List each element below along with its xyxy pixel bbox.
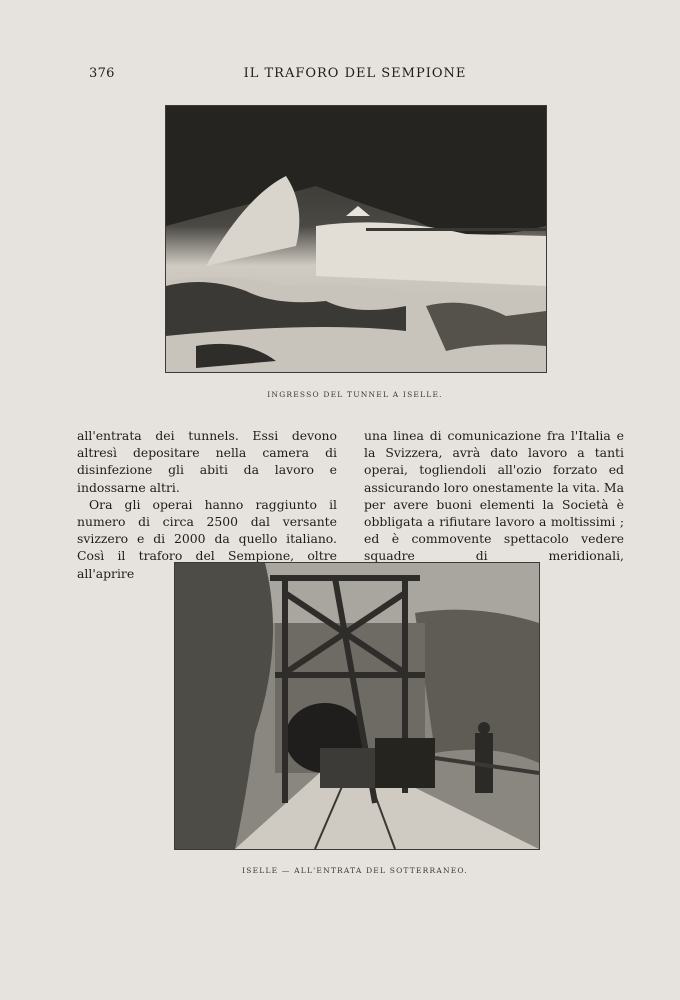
tunnel-entrance-photo	[166, 106, 546, 372]
tunnel-entrance-illustration	[166, 106, 546, 372]
tunnel-portal-engraving	[175, 563, 539, 849]
top-figure-caption: INGRESSO DEL TUNNEL A ISELLE.	[267, 390, 443, 399]
right-paragraph-1: una linea di comunicazione fra l'Italia e la Svizzera, avrà dato lavoro a tanti operai, togliendoli all'ozio forzato ed assicurando loro onestamente la vita. Ma per avere buoni elementi la Società è obbligata a rifiutare lavoro a moltissimi ; ed è commovente spettacolo vedere squadre di meridionali,	[364, 428, 624, 564]
left-paragraph-2: Ora gli operai hanno raggiunto il numero di circa 2500 dal versante svizzero e di 2000 da quello italiano. Così il traforo del Sempione, oltre all'aprire	[77, 496, 337, 581]
bottom-figure-caption: ISELLE — ALL'ENTRATA DEL SOTTERRANEO.	[242, 866, 468, 875]
right-text-column	[364, 427, 624, 582]
left-paragraph-1: all'entrata dei tunnels. Essi devono altresì depositare nella camera di disinfezione gli abiti da lavoro e indossarne altri.	[77, 428, 337, 495]
running-title: IL TRAFORO DEL SEMPIONE	[243, 66, 467, 81]
page-number: 376	[89, 66, 115, 81]
tunnel-portal-illustration	[175, 563, 539, 849]
